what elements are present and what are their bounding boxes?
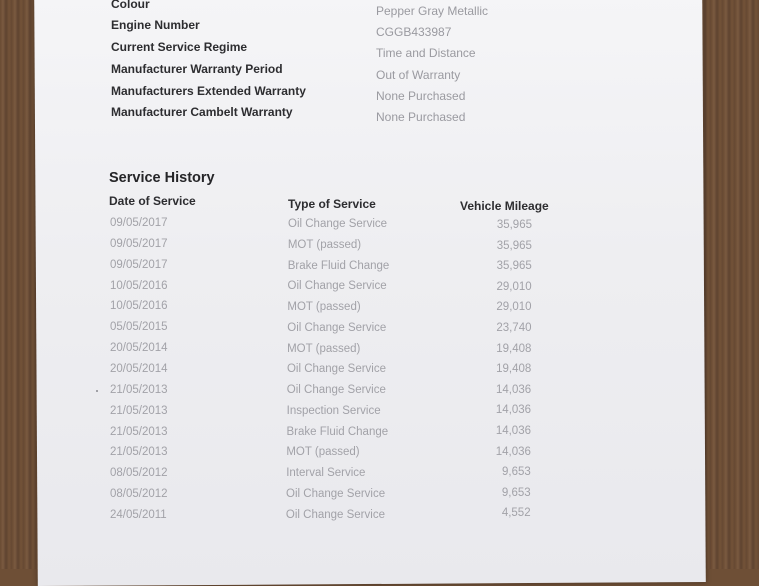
column-header-date: Date of Service [109, 194, 196, 208]
vehicle-mileage: 19,408 [496, 342, 532, 355]
service-type: MOT (passed) [286, 446, 360, 459]
detail-label: Current Service Regime [111, 40, 248, 54]
service-date: 20/05/2014 [110, 342, 168, 355]
stray-mark [96, 390, 98, 392]
vehicle-mileage: 14,036 [496, 383, 532, 396]
detail-value: Pepper Gray Metallic [376, 4, 489, 18]
detail-value: CGGB433987 [376, 25, 452, 39]
vehicle-mileage: 4,552 [501, 507, 531, 520]
service-history-title: Service History [109, 170, 215, 186]
service-type: Oil Change Service [286, 487, 386, 500]
vehicle-mileage: 35,965 [496, 260, 532, 273]
service-date: 10/05/2016 [110, 300, 168, 313]
vehicle-mileage: 19,408 [496, 363, 532, 376]
service-type: Oil Change Service [286, 363, 387, 376]
service-date: 24/05/2011 [110, 508, 167, 521]
vehicle-mileage: 35,965 [496, 239, 532, 252]
service-date: 21/05/2013 [110, 425, 168, 438]
wood-background-right [699, 0, 759, 569]
service-type: Oil Change Service [287, 280, 387, 293]
detail-label: Engine Number [111, 18, 200, 32]
vehicle-mileage: 35,965 [496, 219, 532, 231]
vehicle-mileage: 14,036 [495, 404, 532, 417]
service-date: 08/05/2012 [110, 488, 168, 501]
detail-value: Time and Distance [376, 46, 476, 60]
service-type: MOT (passed) [287, 342, 361, 355]
vehicle-mileage: 29,010 [496, 280, 532, 293]
detail-label: Colour [111, 0, 150, 11]
vehicle-mileage: 14,036 [495, 425, 531, 437]
service-date: 21/05/2013 [110, 446, 168, 459]
service-type: Brake Fluid Change [286, 425, 389, 438]
service-date: 09/05/2017 [110, 258, 168, 271]
service-type: Interval Service [286, 467, 366, 479]
service-type: Oil Change Service [285, 508, 385, 521]
service-date: 09/05/2017 [110, 237, 168, 250]
service-date: 09/05/2017 [110, 217, 168, 229]
vehicle-mileage: 9,653 [502, 466, 531, 479]
service-type: Oil Change Service [286, 384, 386, 396]
column-header-type: Type of Service [288, 197, 376, 211]
service-type: Oil Change Service [287, 321, 387, 334]
vehicle-mileage: 9,653 [501, 486, 531, 499]
service-date: 10/05/2016 [110, 279, 168, 292]
vehicle-mileage: 14,036 [495, 445, 531, 458]
detail-value: None Purchased [376, 89, 466, 103]
service-date: 21/05/2013 [110, 404, 168, 417]
vehicle-mileage: 29,010 [496, 301, 532, 314]
service-date: 21/05/2013 [110, 383, 168, 396]
detail-label: Manufacturer Cambelt Warranty [111, 105, 293, 119]
service-type: MOT (passed) [287, 238, 362, 251]
vehicle-mileage: 23,740 [496, 322, 532, 334]
service-type: Oil Change Service [288, 218, 388, 230]
service-date: 20/05/2014 [110, 362, 168, 375]
service-type: Inspection Service [286, 404, 381, 417]
detail-label: Manufacturers Extended Warranty [111, 84, 306, 98]
service-date: 05/05/2015 [110, 321, 168, 334]
service-type: Brake Fluid Change [287, 259, 390, 272]
detail-value: Out of Warranty [376, 68, 461, 82]
service-date: 08/05/2012 [110, 467, 168, 480]
service-type: MOT (passed) [287, 301, 361, 313]
detail-label: Manufacturer Warranty Period [111, 62, 283, 76]
column-header-mileage: Vehicle Mileage [460, 199, 549, 213]
detail-value: None Purchased [376, 110, 466, 124]
